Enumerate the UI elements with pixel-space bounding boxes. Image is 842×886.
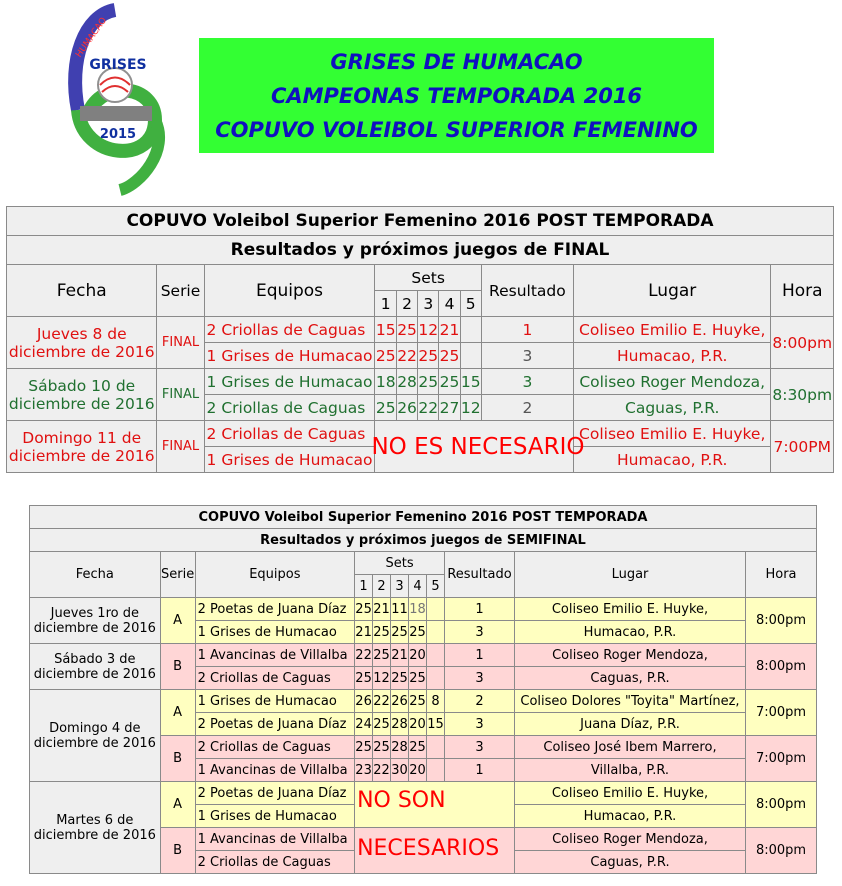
team-name: 2 Criollas de Caguas xyxy=(195,851,354,874)
table-row xyxy=(7,421,834,447)
game-time: 8:30pm xyxy=(771,369,834,421)
not-necessary-note: NO SON xyxy=(357,788,446,813)
venue-line-2: Caguas, P.R. xyxy=(573,395,771,421)
header-sets: Sets xyxy=(375,265,481,291)
set-score xyxy=(427,759,445,782)
set-score: 26 xyxy=(391,690,409,713)
match-result: 1 xyxy=(481,317,573,343)
game-serie: B xyxy=(160,644,195,690)
venue-line-2: Caguas, P.R. xyxy=(514,667,745,690)
venue-line-2: Humacao, P.R. xyxy=(514,805,745,828)
venue-line-1: Coliseo Emilio E. Huyke, xyxy=(514,782,745,805)
header-lugar: Lugar xyxy=(573,265,771,317)
semifinal-table-subtitle: Resultados y próximos juegos de SEMIFINAL xyxy=(30,529,817,552)
set-score: 25 xyxy=(409,690,427,713)
game-serie: B xyxy=(160,828,195,874)
set-score xyxy=(427,736,445,759)
team-name: 1 Grises de Humacao xyxy=(204,369,375,395)
set-score: 15 xyxy=(375,317,396,343)
game-serie: FINAL xyxy=(157,317,204,369)
set-score: 25 xyxy=(373,713,391,736)
header-hora: Hora xyxy=(771,265,834,317)
team-name: 2 Criollas de Caguas xyxy=(204,395,375,421)
set-score: 25 xyxy=(409,621,427,644)
not-necessary-note: NO ES NECESARIO xyxy=(371,434,585,460)
header-set-1: 1 xyxy=(355,575,373,598)
team-name: 1 Avancinas de Villalba xyxy=(195,759,354,782)
game-date: Sábado 3 de diciembre de 2016 xyxy=(30,644,161,690)
header-fecha: Fecha xyxy=(30,552,161,598)
table-row xyxy=(30,598,817,621)
header-equipos: Equipos xyxy=(204,265,375,317)
set-score: 25 xyxy=(396,317,417,343)
game-date: Domingo 4 de diciembre de 2016 xyxy=(30,690,161,782)
set-score: 25 xyxy=(418,343,439,369)
set-score: 22 xyxy=(373,759,391,782)
venue-line-1: Coliseo Dolores "Toyita" Martínez, xyxy=(514,690,745,713)
set-score: 25 xyxy=(373,736,391,759)
header-sets: Sets xyxy=(355,552,445,575)
set-score: 20 xyxy=(409,759,427,782)
header-fecha: Fecha xyxy=(7,265,157,317)
game-date: Domingo 11 de diciembre de 2016 xyxy=(7,421,157,473)
header-set-1: 1 xyxy=(375,291,396,317)
set-score: 22 xyxy=(373,690,391,713)
game-time: 7:00PM xyxy=(771,421,834,473)
header-resultado: Resultado xyxy=(481,265,573,317)
table-row xyxy=(30,782,817,805)
set-score: 25 xyxy=(409,667,427,690)
header-set-4: 4 xyxy=(409,575,427,598)
header-serie: Serie xyxy=(160,552,195,598)
game-serie: FINAL xyxy=(157,421,204,473)
set-score: 21 xyxy=(373,598,391,621)
set-score: 15 xyxy=(460,369,481,395)
match-result: 1 xyxy=(445,598,515,621)
game-time: 8:00pm xyxy=(771,317,834,369)
logo-year-text: 2015 xyxy=(99,127,137,142)
set-score xyxy=(460,343,481,369)
team-name: 2 Criollas de Caguas xyxy=(204,421,375,447)
match-result: 1 xyxy=(445,644,515,667)
team-name: 1 Grises de Humacao xyxy=(195,621,354,644)
final-table-subtitle: Resultados y próximos juegos de FINAL xyxy=(7,236,834,265)
set-score: 25 xyxy=(355,598,373,621)
header-serie: Serie xyxy=(157,265,204,317)
header-set-5: 5 xyxy=(460,291,481,317)
match-result: 2 xyxy=(481,395,573,421)
game-time: 7:00pm xyxy=(746,736,817,782)
table-row xyxy=(30,644,817,667)
venue-line-1: Coliseo Roger Mendoza, xyxy=(514,828,745,851)
venue-line-1: Coliseo Emilio E. Huyke, xyxy=(573,421,771,447)
game-time: 7:00pm xyxy=(746,690,817,736)
set-score: 25 xyxy=(373,644,391,667)
semifinal-table-title: COPUVO Voleibol Superior Femenino 2016 POST TEMPORADA xyxy=(30,506,817,529)
team-name: 1 Avancinas de Villalba xyxy=(195,828,354,851)
set-score: 28 xyxy=(396,369,417,395)
header-set-2: 2 xyxy=(373,575,391,598)
game-serie: B xyxy=(160,736,195,782)
not-necessary-cell xyxy=(371,421,585,473)
set-score: 25 xyxy=(391,621,409,644)
team-name: 1 Grises de Humacao xyxy=(204,343,375,369)
set-score: 25 xyxy=(375,395,396,421)
match-result: 3 xyxy=(445,621,515,644)
header-equipos: Equipos xyxy=(195,552,354,598)
set-score: 25 xyxy=(373,621,391,644)
set-score: 25 xyxy=(439,343,460,369)
game-time: 8:00pm xyxy=(746,828,817,874)
set-score: 18 xyxy=(375,369,396,395)
final-table-title: COPUVO Voleibol Superior Femenino 2016 POST TEMPORADA xyxy=(7,207,834,236)
set-score: 18 xyxy=(409,598,427,621)
set-score: 12 xyxy=(460,395,481,421)
set-score: 23 xyxy=(355,759,373,782)
set-score: 25 xyxy=(409,736,427,759)
game-serie: A xyxy=(160,690,195,736)
set-score: 20 xyxy=(409,644,427,667)
team-name: 2 Criollas de Caguas xyxy=(195,736,354,759)
set-score: 25 xyxy=(355,667,373,690)
game-serie: A xyxy=(160,598,195,644)
game-date: Jueves 1ro de diciembre de 2016 xyxy=(30,598,161,644)
header-lugar: Lugar xyxy=(514,552,745,598)
team-name: 2 Criollas de Caguas xyxy=(204,317,375,343)
set-score: 26 xyxy=(355,690,373,713)
match-result: 3 xyxy=(445,667,515,690)
venue-line-1: Coliseo Emilio E. Huyke, xyxy=(514,598,745,621)
logo-team-text: GRISES xyxy=(89,57,147,73)
set-score: 28 xyxy=(391,736,409,759)
header-set-3: 3 xyxy=(391,575,409,598)
team-name: 2 Poetas de Juana Díaz xyxy=(195,782,354,805)
venue-line-2: Humacao, P.R. xyxy=(573,447,771,473)
game-serie: FINAL xyxy=(157,369,204,421)
team-name: 1 Grises de Humacao xyxy=(195,805,354,828)
set-score xyxy=(427,644,445,667)
header-hora: Hora xyxy=(746,552,817,598)
game-time: 8:00pm xyxy=(746,782,817,828)
game-time: 8:00pm xyxy=(746,598,817,644)
semifinal-results-table xyxy=(29,505,817,874)
header-resultado: Resultado xyxy=(445,552,515,598)
set-score: 20 xyxy=(409,713,427,736)
banner-line-3: COPUVO VOLEIBOL SUPERIOR FEMENINO xyxy=(215,117,698,142)
set-score xyxy=(427,667,445,690)
not-necessary-cell xyxy=(355,782,515,828)
game-time: 8:00pm xyxy=(746,644,817,690)
set-score xyxy=(427,621,445,644)
venue-line-1: Coliseo José Ibem Marrero, xyxy=(514,736,745,759)
not-necessary-cell xyxy=(355,828,515,874)
team-name: 1 Grises de Humacao xyxy=(195,690,354,713)
set-score: 15 xyxy=(427,713,445,736)
header-set-4: 4 xyxy=(439,291,460,317)
team-name: 2 Poetas de Juana Díaz xyxy=(195,598,354,621)
set-score: 28 xyxy=(391,713,409,736)
venue-line-2: Juana Díaz, P.R. xyxy=(514,713,745,736)
match-result: 3 xyxy=(445,736,515,759)
set-score: 25 xyxy=(375,343,396,369)
venue-line-2: Humacao, P.R. xyxy=(514,621,745,644)
set-score: 22 xyxy=(418,395,439,421)
team-name: 1 Grises de Humacao xyxy=(204,447,375,473)
match-result: 1 xyxy=(445,759,515,782)
venue-line-1: Coliseo Emilio E. Huyke, xyxy=(573,317,771,343)
set-score: 11 xyxy=(391,598,409,621)
set-score: 27 xyxy=(439,395,460,421)
banner-line-1: GRISES DE HUMACAO xyxy=(330,49,583,74)
game-date: Sábado 10 de diciembre de 2016 xyxy=(7,369,157,421)
set-score: 21 xyxy=(439,317,460,343)
banner-line-2: CAMPEONAS TEMPORADA 2016 xyxy=(270,83,643,108)
set-score: 22 xyxy=(396,343,417,369)
header-set-3: 3 xyxy=(418,291,439,317)
set-score xyxy=(460,317,481,343)
set-score: 25 xyxy=(355,736,373,759)
set-score: 25 xyxy=(418,369,439,395)
match-result: 2 xyxy=(445,690,515,713)
team-name: 2 Criollas de Caguas xyxy=(195,667,354,690)
header-set-2: 2 xyxy=(396,291,417,317)
team-name: 1 Avancinas de Villalba xyxy=(195,644,354,667)
set-score: 8 xyxy=(427,690,445,713)
team-name: 2 Poetas de Juana Díaz xyxy=(195,713,354,736)
set-score: 21 xyxy=(355,621,373,644)
set-score: 25 xyxy=(391,667,409,690)
set-score xyxy=(427,598,445,621)
final-results-table xyxy=(6,206,834,473)
venue-line-2: Caguas, P.R. xyxy=(514,851,745,874)
header-set-5: 5 xyxy=(427,575,445,598)
set-score: 25 xyxy=(439,369,460,395)
set-score: 12 xyxy=(418,317,439,343)
venue-line-2: Villalba, P.R. xyxy=(514,759,745,782)
set-score: 30 xyxy=(391,759,409,782)
venue-line-1: Coliseo Roger Mendoza, xyxy=(573,369,771,395)
match-result: 3 xyxy=(481,343,573,369)
set-score: 24 xyxy=(355,713,373,736)
game-serie: A xyxy=(160,782,195,828)
set-score: 12 xyxy=(373,667,391,690)
set-score: 22 xyxy=(355,644,373,667)
venue-line-2: Humacao, P.R. xyxy=(573,343,771,369)
set-score: 26 xyxy=(396,395,417,421)
grises-logo xyxy=(60,0,172,196)
match-result: 3 xyxy=(481,369,573,395)
table-row xyxy=(30,690,817,713)
table-row xyxy=(7,317,834,343)
venue-line-1: Coliseo Roger Mendoza, xyxy=(514,644,745,667)
game-date: Martes 6 de diciembre de 2016 xyxy=(30,782,161,874)
game-date: Jueves 8 de diciembre de 2016 xyxy=(7,317,157,369)
not-necessary-note: NECESARIOS xyxy=(357,836,500,861)
match-result: 3 xyxy=(445,713,515,736)
set-score: 21 xyxy=(391,644,409,667)
logo-arc-text: HUMACAO xyxy=(74,15,110,60)
champions-banner xyxy=(199,38,714,153)
table-row xyxy=(7,369,834,395)
